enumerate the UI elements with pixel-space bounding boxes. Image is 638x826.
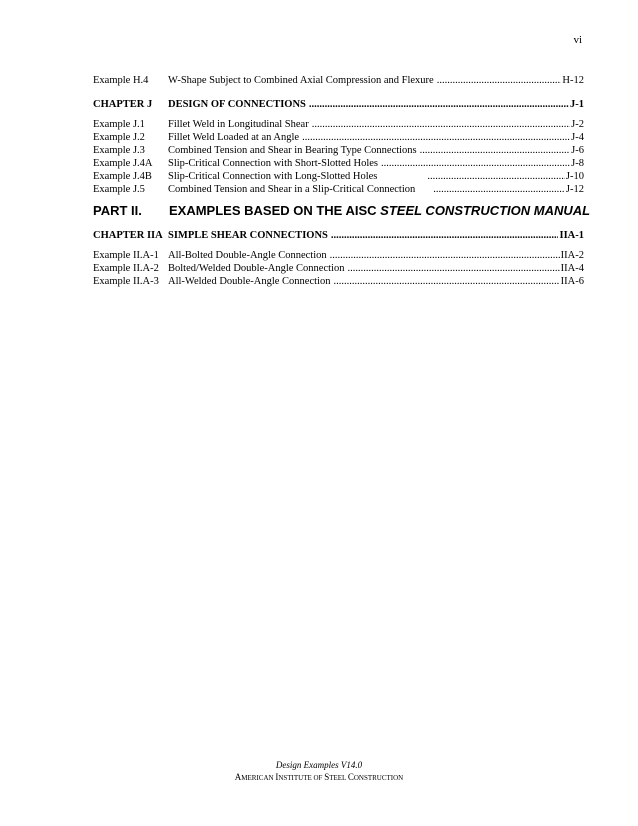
entry-title: W-Shape Subject to Combined Axial Compression and Flexure xyxy=(168,75,434,86)
leader-dots xyxy=(347,262,559,276)
chapter-title: DESIGN OF CONNECTIONS xyxy=(168,99,306,110)
toc-entry-j3[interactable] xyxy=(93,144,584,158)
entry-label: Example J.2 xyxy=(93,132,145,143)
part-label: PART II. xyxy=(93,203,142,218)
chapter-label: CHAPTER IIA xyxy=(93,230,163,241)
leader-dots xyxy=(427,170,565,184)
leader-dots xyxy=(420,144,571,158)
chapter-label: CHAPTER J xyxy=(93,99,153,110)
toc-chapter-iia[interactable] xyxy=(93,229,584,243)
toc-entry-h4[interactable] xyxy=(93,74,584,88)
footer-cap-c: C xyxy=(347,772,354,782)
part-ii-heading[interactable] xyxy=(93,203,593,221)
leader-dots xyxy=(302,131,570,145)
entry-title: Slip-Critical Connection with Long-Slotted Holes xyxy=(168,171,378,182)
footer-sc-nstitute: NSTITUTE OF xyxy=(278,774,325,782)
footer-publisher xyxy=(0,772,638,782)
toc-entry-iia2[interactable] xyxy=(93,262,584,276)
entry-label: Example II.A-3 xyxy=(93,276,159,287)
entry-title: Fillet Weld Loaded at an Angle xyxy=(168,132,300,143)
footer-sc-merican: MERICAN xyxy=(241,774,276,782)
toc-entry-j4a[interactable] xyxy=(93,157,584,171)
entry-page: J-8 xyxy=(571,158,584,169)
footer-cap-a: A xyxy=(234,772,242,782)
entry-label: Example H.4 xyxy=(93,75,149,86)
footer-sc-onstruction: ONSTRUCTION xyxy=(353,774,404,782)
toc-entry-iia3[interactable] xyxy=(93,275,584,289)
entry-page: IIA-2 xyxy=(560,250,584,261)
part-title-italic: STEEL CONSTRUCTION MANUAL xyxy=(380,203,591,218)
part-title xyxy=(169,203,590,218)
footer-cap-i: I xyxy=(275,772,279,782)
entry-title: All-Welded Double-Angle Connection xyxy=(168,276,331,287)
footer-title: Design Examples V14.0 xyxy=(275,760,363,770)
chapter-page: J-1 xyxy=(570,99,584,110)
entry-label: Example J.4B xyxy=(93,171,152,182)
entry-page: IIA-4 xyxy=(560,263,584,274)
entry-label: Example J.4A xyxy=(93,158,153,169)
leader-dots xyxy=(333,275,559,289)
leader-dots xyxy=(312,118,570,132)
entry-label: Example II.A-2 xyxy=(93,263,159,274)
leader-dots xyxy=(309,98,569,112)
chapter-title: SIMPLE SHEAR CONNECTIONS xyxy=(168,230,328,241)
leader-dots xyxy=(330,249,560,263)
footer-sc-teel: TEEL xyxy=(329,774,348,782)
leader-dots xyxy=(331,229,559,243)
entry-title: Combined Tension and Shear in Bearing Type Connections xyxy=(168,145,417,156)
entry-page: IIA-6 xyxy=(560,276,584,287)
toc-entry-j1[interactable] xyxy=(93,118,584,132)
part-title-prefix: EXAMPLES BASED ON THE AISC xyxy=(169,203,381,218)
chapter-page: IIA-1 xyxy=(559,230,584,241)
entry-label: Example J.5 xyxy=(93,184,145,195)
toc-entry-j2[interactable] xyxy=(93,131,584,145)
toc-entry-j5[interactable] xyxy=(93,183,584,197)
entry-title: All-Bolted Double-Angle Connection xyxy=(168,250,327,261)
entry-page: J-10 xyxy=(565,171,584,182)
entry-label: Example II.A-1 xyxy=(93,250,159,261)
entry-label: Example J.3 xyxy=(93,145,145,156)
entry-page: J-12 xyxy=(565,184,584,195)
leader-dots xyxy=(433,183,565,197)
entry-page: J-2 xyxy=(571,119,584,130)
entry-page: J-6 xyxy=(571,145,584,156)
leader-dots xyxy=(381,157,570,171)
entry-page: J-4 xyxy=(571,132,584,143)
leader-dots xyxy=(437,74,562,88)
entry-title: Slip-Critical Connection with Short-Slotted Holes xyxy=(168,158,378,169)
entry-title: Combined Tension and Shear in a Slip-Critical Connection xyxy=(168,184,416,195)
toc-entry-j4b[interactable] xyxy=(93,170,584,184)
entry-title: Bolted/Welded Double-Angle Connection xyxy=(168,263,345,274)
toc-chapter-j[interactable] xyxy=(93,98,584,112)
page-number: vi xyxy=(573,34,582,46)
entry-page: H-12 xyxy=(562,75,584,86)
footer-cap-s: S xyxy=(324,772,330,782)
entry-label: Example J.1 xyxy=(93,119,145,130)
toc-entry-iia1[interactable] xyxy=(93,249,584,263)
entry-title: Fillet Weld in Longitudinal Shear xyxy=(168,119,309,130)
